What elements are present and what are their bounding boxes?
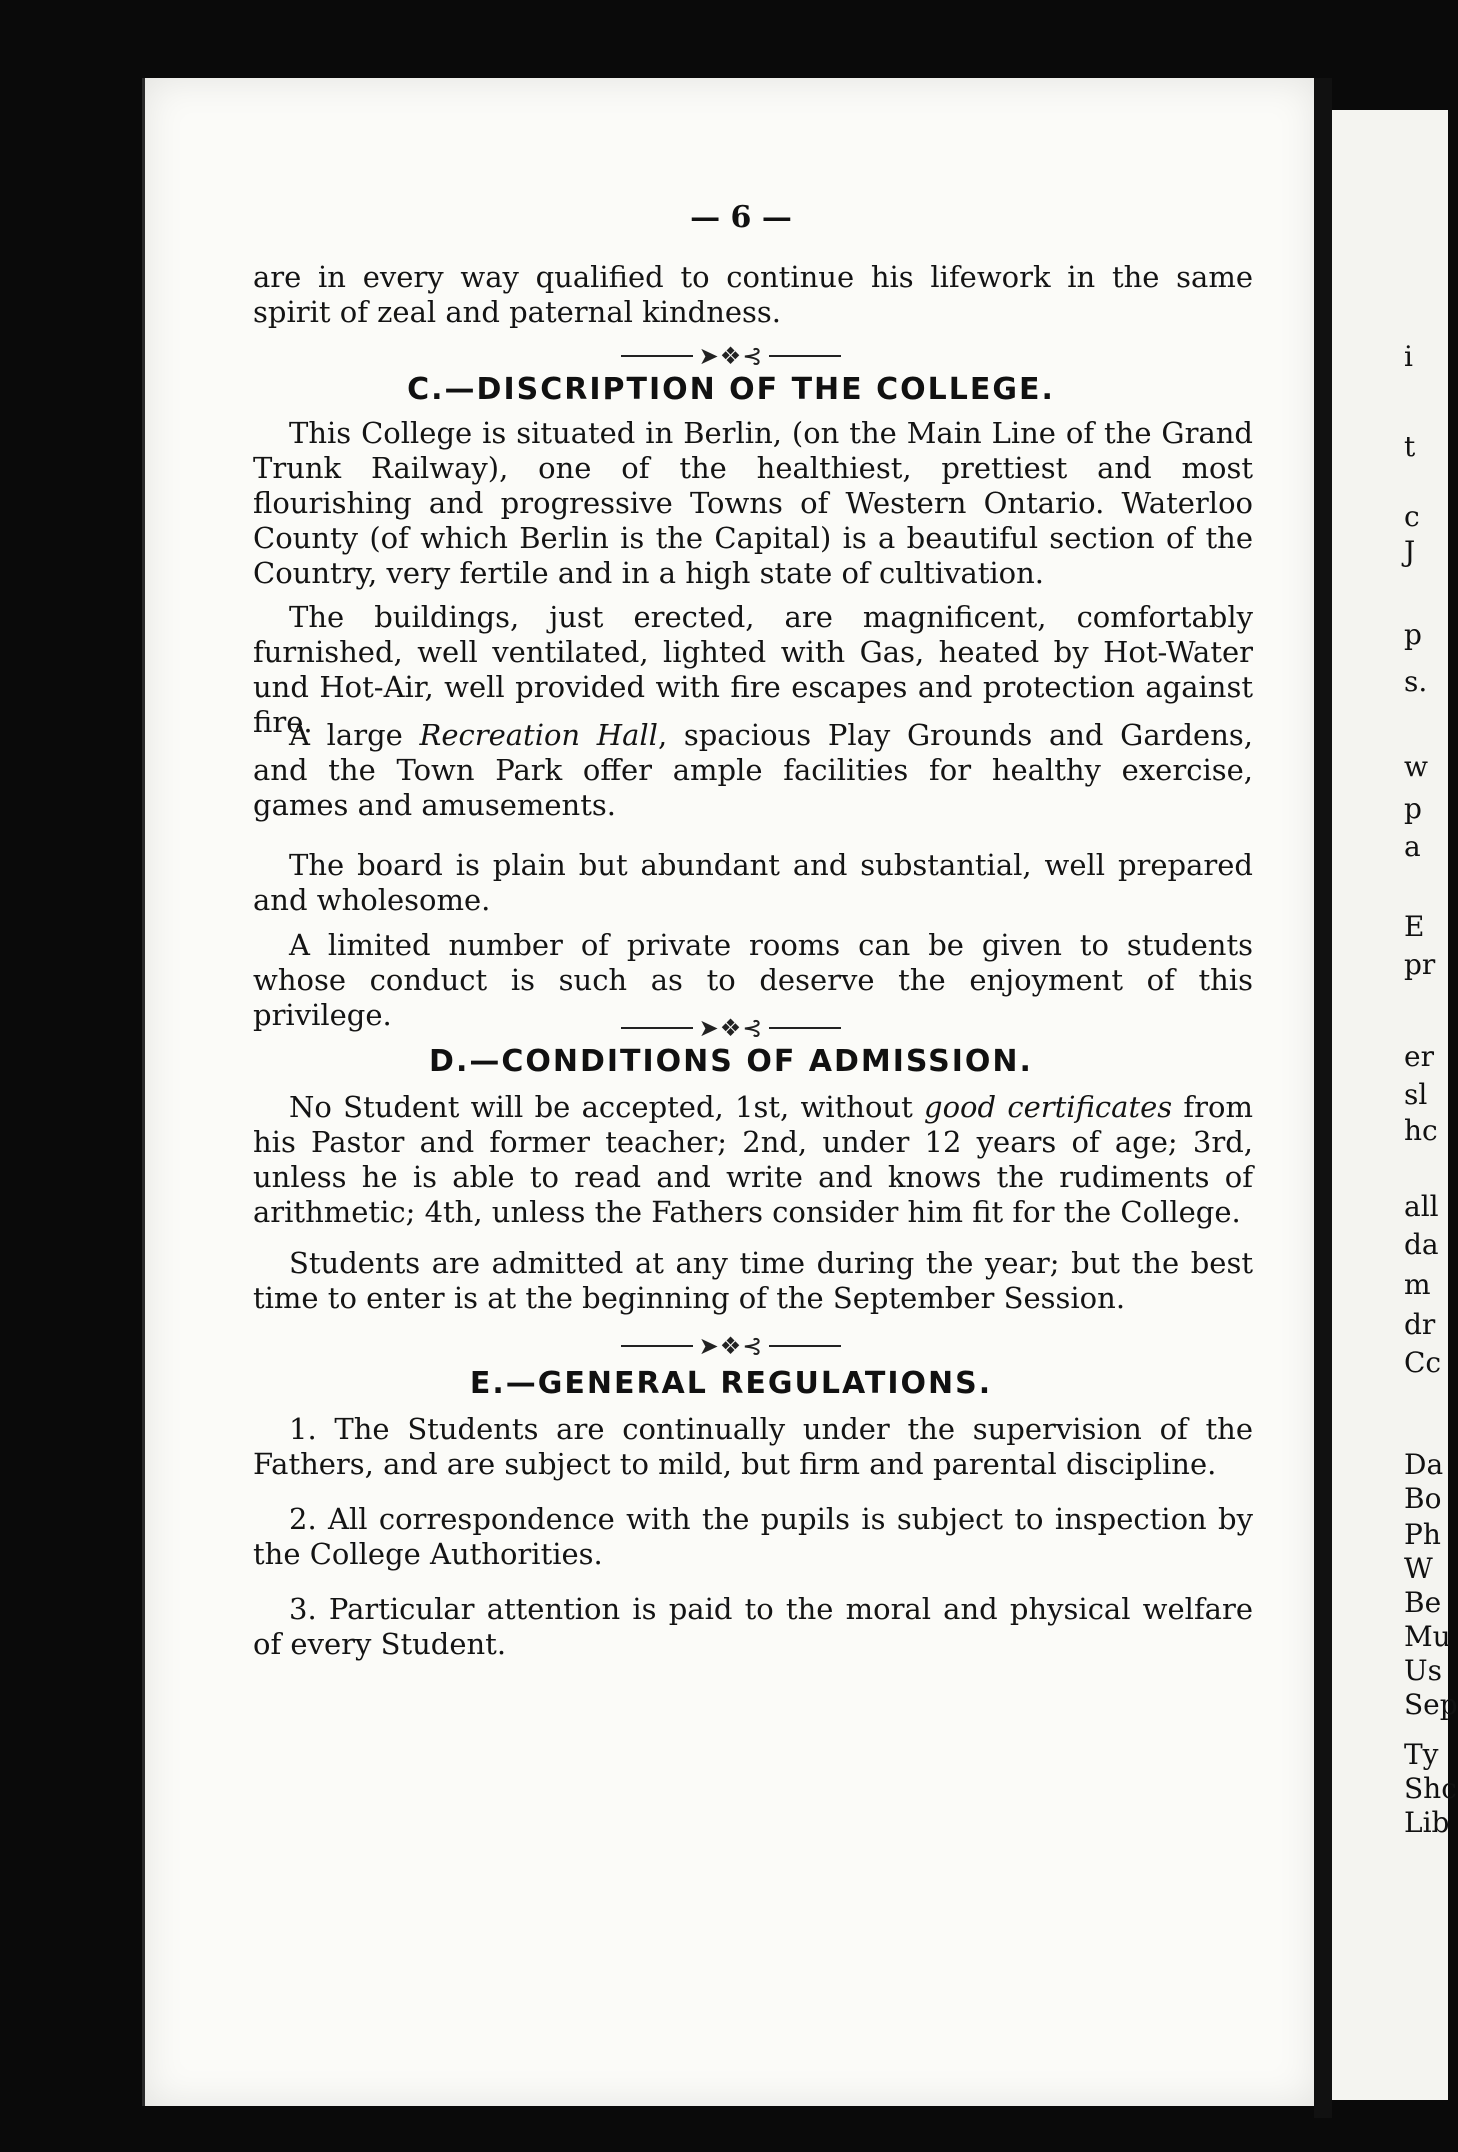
section-c-paragraph-2: The buildings, just erected, are magnificent, comfortably furnished, well ventilated, lighted with Gas, heated by Hot-Water und Hot-Air, well provided with fire escapes and protection against fire.	[253, 600, 1253, 739]
adjacent-page-fragment: Cc	[1404, 1346, 1442, 1379]
adjacent-page-fragment: c	[1404, 500, 1420, 533]
intro-paragraph: are in every way qualified to continue his lifework in the same spirit of zeal and paternal kindness.	[253, 260, 1253, 329]
adjacent-page-fragment: Sep	[1404, 1688, 1458, 1721]
regulation-1: 1. The Students are continually under the supervision of the Fathers, and are subject to mild, but firm and parental discipline.	[253, 1412, 1253, 1481]
adjacent-page-fragment: Be	[1404, 1586, 1442, 1619]
section-c-paragraph-3: A large Recreation Hall, spacious Play Grounds and Gardens, and the Town Park offer ample facilities for healthy exercise, games and amusements.	[253, 718, 1253, 822]
adjacent-page-fragment: Shc	[1404, 1772, 1457, 1805]
adjacent-page-fragment: Bo	[1404, 1482, 1442, 1515]
adjacent-page-fragment: Mu	[1404, 1620, 1451, 1653]
document-page	[142, 78, 1317, 2106]
adjacent-page-fragment: a	[1404, 830, 1421, 863]
section-d-heading: D.—CONDITIONS OF ADMISSION.	[429, 1044, 1033, 1079]
book-gutter	[1314, 78, 1332, 2118]
section-c-paragraph-5: A limited number of private rooms can be given to students whose conduct is such as to deserve the enjoyment of this privilege.	[253, 928, 1253, 1032]
adjacent-page-fragment: w	[1404, 750, 1428, 783]
adjacent-page-fragment: Ph	[1404, 1518, 1441, 1551]
good-certificates-italic: good certificates	[924, 1090, 1173, 1124]
adjacent-page-fragment: E	[1404, 910, 1425, 943]
adjacent-page-fragment: sl	[1404, 1078, 1428, 1111]
section-d-paragraph-1: No Student will be accepted, 1st, without good certificates from his Pastor and former teacher; 2nd, under 12 years of age; 3rd, unless he is able to read and write and knows the rudiments of arithmetic; 4th, unless the Fathers consider him fit for the College.	[253, 1090, 1253, 1229]
adjacent-page-fragment: Da	[1404, 1448, 1444, 1481]
page-number: — 6 —	[690, 200, 792, 235]
adjacent-page-fragment: t	[1404, 430, 1416, 463]
adjacent-page-fragment: p	[1404, 618, 1422, 651]
adjacent-page-fragment: da	[1404, 1228, 1439, 1261]
adjacent-page-fragment: hc	[1404, 1114, 1438, 1147]
adjacent-page-fragment: dr	[1404, 1308, 1436, 1341]
adjacent-page-fragment: Us	[1404, 1654, 1442, 1687]
section-c-paragraph-1: This College is situated in Berlin, (on the Main Line of the Grand Trunk Railway), one of the healthiest, prettiest and most flourishing and progressive Towns of Western Ontario. Waterloo County (of which Berlin is the Capital) is a beautiful section of the Country, very fertile and in a high state of cultivation.	[253, 416, 1253, 590]
adjacent-page-fragment: Lib	[1404, 1806, 1450, 1839]
section-c-heading: C.—DISCRIPTION OF THE COLLEGE.	[407, 372, 1055, 407]
adjacent-page-fragment: p	[1404, 792, 1422, 825]
adjacent-page-fragment: W	[1404, 1552, 1433, 1585]
adjacent-page-fragment: Ty	[1404, 1738, 1439, 1771]
regulation-2: 2. All correspondence with the pupils is subject to inspection by the College Authorities.	[253, 1502, 1253, 1571]
ornament-divider: ➤❖⊰	[145, 1330, 1317, 1360]
regulation-3: 3. Particular attention is paid to the moral and physical welfare of every Student.	[253, 1592, 1253, 1661]
ornament-divider: ➤❖⊰	[145, 340, 1317, 370]
section-d-paragraph-2: Students are admitted at any time during the year; but the best time to enter is at the beginning of the September Session.	[253, 1246, 1253, 1315]
adjacent-page-fragment: er	[1404, 1040, 1434, 1073]
ornament-divider: ➤❖⊰	[145, 1012, 1317, 1042]
adjacent-page-fragment: i	[1404, 340, 1413, 373]
section-e-heading: E.—GENERAL REGULATIONS.	[469, 1366, 993, 1401]
adjacent-page-fragment: J	[1404, 535, 1416, 568]
adjacent-page-fragment: pr	[1404, 948, 1436, 981]
adjacent-page-fragment: s.	[1404, 665, 1428, 698]
recreation-hall-italic: Recreation Hall	[419, 718, 658, 752]
section-c-paragraph-4: The board is plain but abundant and substantial, well prepared and wholesome.	[253, 848, 1253, 917]
adjacent-page-fragment: m	[1404, 1268, 1431, 1301]
adjacent-page-fragment: all	[1404, 1190, 1439, 1223]
